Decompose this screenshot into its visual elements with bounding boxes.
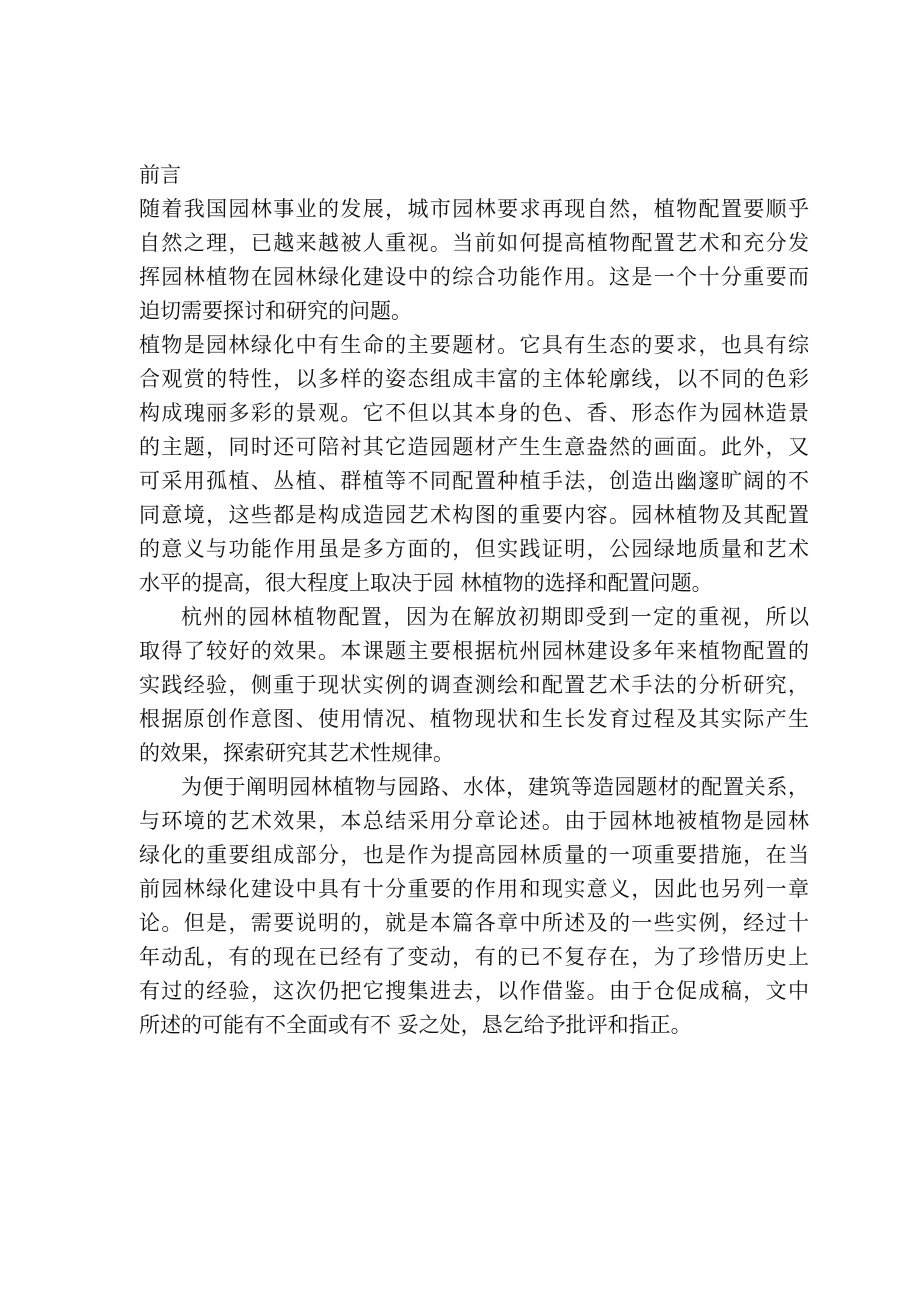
paragraph-2-line-2: 合观赏的特性，以多样的姿态组成丰富的主体轮廓线，以不同的色彩	[139, 367, 809, 391]
document-body	[139, 158, 809, 1042]
paragraph-4-line-7: 有过的经验，这次仍把它搜集进去，以作借鉴。由于仓促成稿，文中	[139, 979, 809, 1003]
paragraph-3-line-4: 根据原创作意图、使用情况、植物现状和生长发育过程及其实际产生	[139, 707, 809, 731]
paragraph-4-line-8: 所述的可能有不全面或有不 妥之处，恳乞给予批评和指正。	[139, 1013, 692, 1037]
paragraph-4-line-6: 年动乱，有的现在已经有了变动，有的已不复存在，为了珍惜历史上	[139, 945, 809, 969]
paragraph-4-line-3: 绿化的重要组成部分，也是作为提高园林质量的一项重要措施，在当	[139, 843, 809, 867]
paragraph-3-line-3: 实践经验，侧重于现状实例的调查测绘和配置艺术手法的分析研究，	[139, 673, 809, 697]
paragraph-3-line-5: 的效果，探索研究其艺术性规律。	[139, 741, 454, 765]
paragraph-1-line-4: 迫切需要探讨和研究的问题。	[139, 299, 412, 323]
section-heading: 前言	[139, 163, 181, 187]
paragraph-2-line-1: 植物是园林绿化中有生命的主要题材。它具有生态的要求，也具有综	[139, 333, 809, 357]
paragraph-3-line-1: 杭州的园林植物配置，因为在解放初期即受到一定的重视，所以	[181, 605, 809, 629]
paragraph-2-line-4: 的主题，同时还可陪衬其它造园题材产生生意盎然的画面。此外，又	[139, 435, 809, 459]
paragraph-4-line-4: 前园林绿化建设中具有十分重要的作用和现实意义，因此也另列一章	[139, 877, 809, 901]
paragraph-1-line-3: 挥园林植物在园林绿化建设中的综合功能作用。这是一个十分重要而	[139, 265, 809, 289]
paragraph-4-line-1: 为便于阐明园林植物与园路、水体，建筑等造园题材的配置关系，	[181, 775, 809, 799]
paragraph-4-line-2: 与环境的艺术效果，本总结采用分章论述。由于园林地被植物是园林	[139, 809, 809, 833]
paragraph-2-line-3: 构成瑰丽多彩的景观。它不但以其本身的色、香、形态作为园林造景	[139, 401, 809, 425]
paragraph-1-line-2: 自然之理，已越来越被人重视。当前如何提高植物配置艺术和充分发	[139, 231, 809, 255]
paragraph-1-line-1: 随着我国园林事业的发展，城市园林要求再现自然，植物配置要顺乎	[139, 197, 809, 221]
paragraph-2-line-8: 水平的提高，很大程度上取决于园 林植物的选择和配置问题。	[139, 571, 713, 595]
paragraph-2-line-6: 同意境，这些都是构成造园艺术构图的重要内容。园林植物及其配置	[139, 503, 809, 527]
paragraph-2-line-5: 可采用孤植、丛植、群植等不同配置种植手法，创造出幽邃旷阔的不	[139, 469, 809, 493]
paragraph-3-line-2: 取得了较好的效果。本课题主要根据杭州园林建设多年来植物配置的	[139, 639, 809, 663]
paragraph-4-line-5: 论。但是，需要说明的，就是本篇各章中所述及的一些实例，经过十	[139, 911, 809, 935]
paragraph-2-line-7: 的意义与功能作用虽是多方面的，但实践证明，公园绿地质量和艺术	[139, 537, 809, 561]
